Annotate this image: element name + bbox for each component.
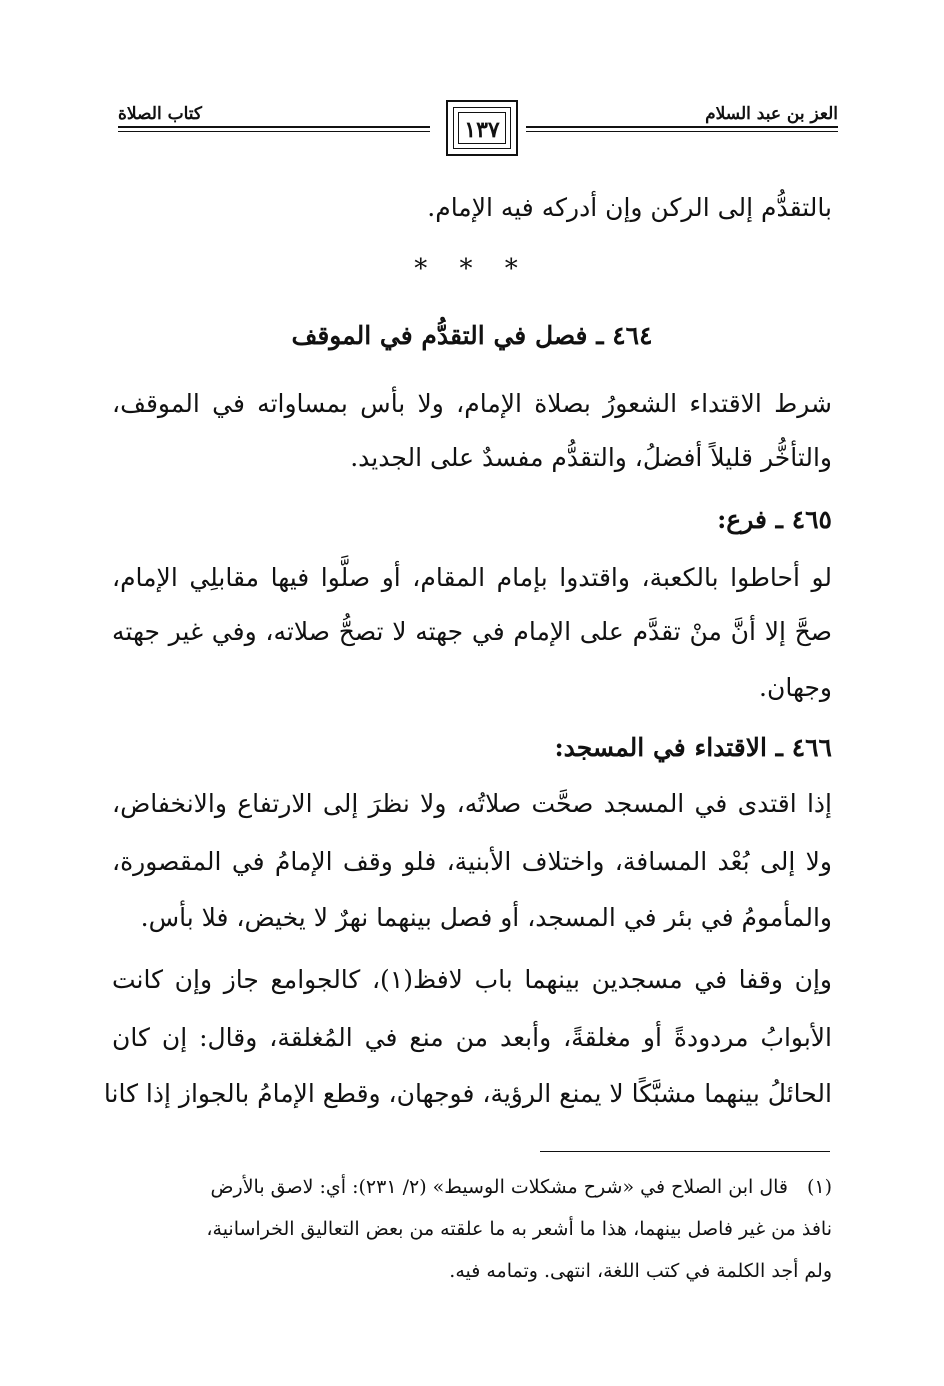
chapter-title: كتاب الصلاة xyxy=(118,104,203,124)
footnote-rule xyxy=(540,1151,830,1152)
body-line: وجهان. xyxy=(759,673,832,702)
section-heading-464: ٤٦٤ ـ فصل في التقدُّم في الموقف xyxy=(291,321,653,350)
body-line: الأبوابُ مردودةً أو مغلقةً، وأبعد من منع في المُغلقة، وقال: إن كان xyxy=(112,1023,832,1052)
body-line: ولا إلى بُعْد المسافة، واختلاف الأبنية، فلو وقف الإمامُ في المقصورة، xyxy=(112,847,832,876)
section-separator: * * * xyxy=(414,254,530,284)
section-heading-465: ٤٦٥ ـ فرع: xyxy=(717,505,832,534)
footnote-line xyxy=(112,1172,832,1202)
page-number: ١٣٧ xyxy=(464,117,500,143)
body-line: إذا اقتدى في المسجد صحَّت صلاتُه، ولا نظرَ إلى الارتفاع والانخفاض، xyxy=(112,789,832,818)
body-line: صحَّ إلا أنَّ منْ تقدَّم على الإمام في جهته لا تصحُّ صلاته، وفي غير جهته xyxy=(112,617,832,646)
body-line: والمأمومُ في بئر في المسجد، أو فصل بينهما نهرٌ لا يخيض، فلا بأس. xyxy=(140,903,832,932)
header-rule-left xyxy=(118,126,430,128)
body-line: لو أحاطوا بالكعبة، واقتدوا بإمام المقام، أو صلَّوا فيها مقابلِي الإمام، xyxy=(112,563,832,592)
header-rule-right xyxy=(526,126,838,128)
body-line: بالتقدُّم إلى الركن وإن أدركه فيه الإمام. xyxy=(427,193,832,222)
header-rule-right-thin xyxy=(526,131,838,132)
body-line: وإن وقفا في مسجدين بينهما باب لافظ(١)، كالجوامع جاز وإن كانت xyxy=(112,965,832,994)
footnote-number: (١) xyxy=(806,1176,832,1198)
section-heading-466: ٤٦٦ ـ الاقتداء في المسجد: xyxy=(554,733,832,762)
body-line: شرط الاقتداء الشعورُ بصلاة الإمام، ولا بأس بمساواته في الموقف، xyxy=(112,389,832,418)
author-title: العز بن عبد السلام xyxy=(705,104,838,124)
page-number-frame xyxy=(446,100,518,156)
body-line: الحائلُ بينهما مشبَّكًا لا يمنع الرؤية، فوجهان، وقطع الإمامُ بالجواز إذا كانا xyxy=(103,1079,832,1108)
body-line: والتأخُّر قليلاً أفضلُ، والتقدُّم مفسدٌ على الجديد. xyxy=(350,443,832,472)
running-header xyxy=(118,100,838,160)
footnote-line: ولم أجد الكلمة في كتب اللغة، انتهى. وتمامه فيه. xyxy=(449,1260,832,1282)
footnote-line: نافذ من غير فاصل بينهما، هذا ما أشعر به ما علقته من بعض التعاليق الخراسانية، xyxy=(206,1218,832,1240)
footnote-text: قال ابن الصلاح في «شرح مشكلات الوسيط» (٢/ ٢٣١): أي: لاصق بالأرض xyxy=(210,1176,788,1198)
header-rule-left-thin xyxy=(118,131,430,132)
